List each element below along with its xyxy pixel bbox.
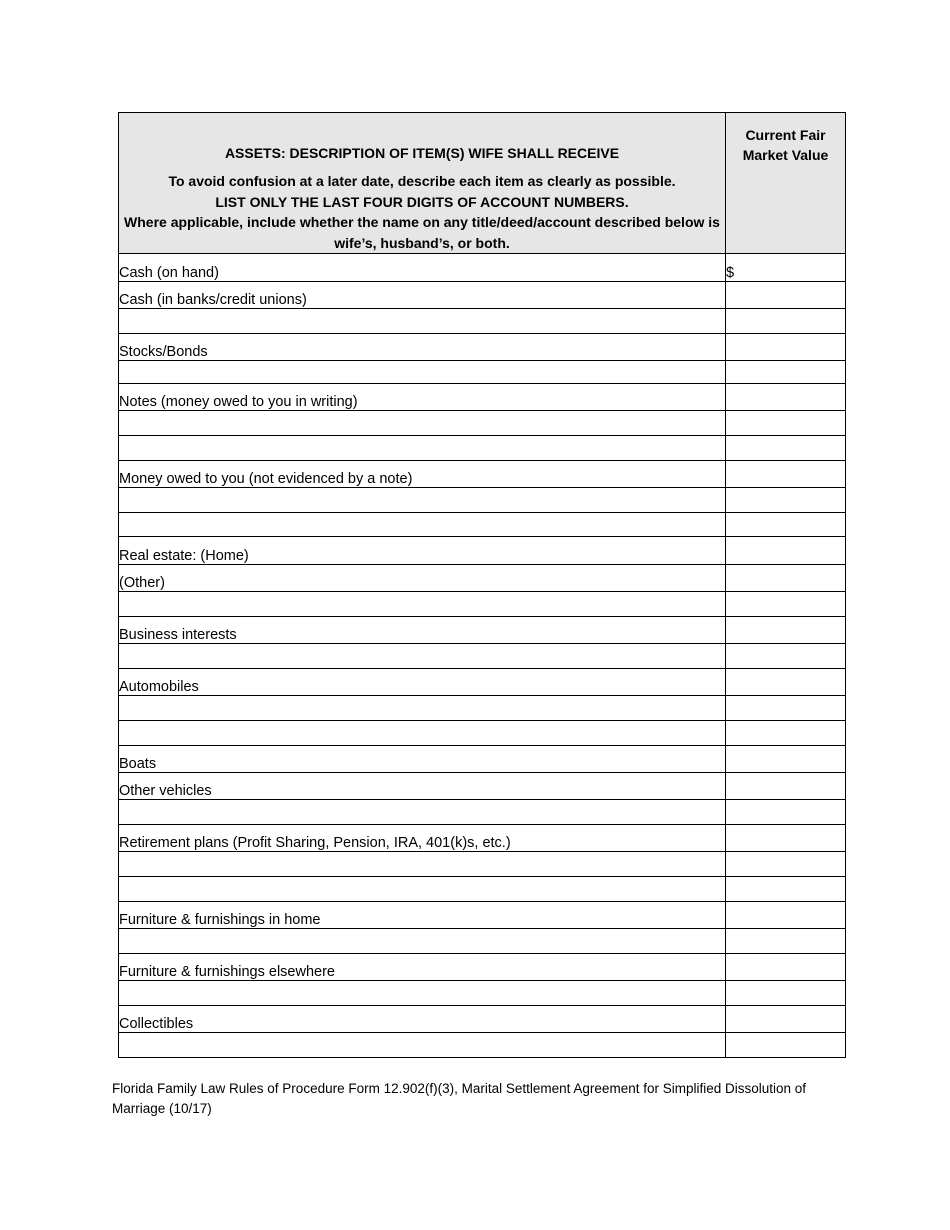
item-description[interactable]: Money owed to you (not evidenced by a note): [119, 461, 726, 488]
item-description[interactable]: [119, 1033, 726, 1058]
table-row: [119, 800, 846, 825]
table-row: [119, 617, 846, 644]
item-description[interactable]: [119, 644, 726, 669]
item-description[interactable]: [119, 436, 726, 461]
item-description[interactable]: Retirement plans (Profit Sharing, Pension, IRA, 401(k)s, etc.): [119, 825, 726, 852]
header-row: [119, 113, 846, 254]
item-description[interactable]: [119, 721, 726, 746]
item-description[interactable]: Furniture & furnishings elsewhere: [119, 954, 726, 981]
table-row: [119, 592, 846, 617]
item-description[interactable]: Other vehicles: [119, 773, 726, 800]
item-value[interactable]: [726, 696, 846, 721]
item-description[interactable]: [119, 309, 726, 334]
item-value[interactable]: [726, 1033, 846, 1058]
item-description[interactable]: [119, 877, 726, 902]
assets-table: [118, 112, 846, 1058]
table-row: [119, 488, 846, 513]
item-description[interactable]: Furniture & furnishings in home: [119, 902, 726, 929]
item-value[interactable]: [726, 592, 846, 617]
item-value[interactable]: [726, 746, 846, 773]
table-row: [119, 361, 846, 384]
value-header-line: Current Fair: [745, 127, 826, 143]
item-value[interactable]: [726, 565, 846, 592]
item-description[interactable]: Cash (on hand): [119, 254, 726, 282]
item-description[interactable]: [119, 592, 726, 617]
item-description[interactable]: Boats: [119, 746, 726, 773]
item-value[interactable]: [726, 411, 846, 436]
item-description[interactable]: [119, 981, 726, 1006]
item-value[interactable]: [726, 773, 846, 800]
item-value[interactable]: [726, 644, 846, 669]
table-row: [119, 669, 846, 696]
item-description[interactable]: Notes (money owed to you in writing): [119, 384, 726, 411]
item-value[interactable]: [726, 282, 846, 309]
item-value[interactable]: [726, 669, 846, 696]
form-footer: Florida Family Law Rules of Procedure Form 12.902(f)(3), Marital Settlement Agreement for Simplified Dissolution of Marriage (10/17): [112, 1081, 807, 1116]
table-row: [119, 436, 846, 461]
item-value[interactable]: [726, 334, 846, 361]
table-row: [119, 852, 846, 877]
item-value[interactable]: [726, 617, 846, 644]
item-value[interactable]: [726, 800, 846, 825]
table-row: [119, 254, 846, 282]
table-row: [119, 537, 846, 565]
item-value[interactable]: [726, 825, 846, 852]
table-row: [119, 773, 846, 800]
item-description[interactable]: Collectibles: [119, 1006, 726, 1033]
table-row: [119, 1006, 846, 1033]
item-description[interactable]: [119, 800, 726, 825]
table-row: [119, 746, 846, 773]
table-row: [119, 877, 846, 902]
table-row: [119, 334, 846, 361]
item-value[interactable]: [726, 461, 846, 488]
value-header: [726, 113, 846, 254]
item-value[interactable]: [726, 537, 846, 565]
table-row: [119, 721, 846, 746]
table-row: [119, 954, 846, 981]
item-description[interactable]: Real estate: (Home): [119, 537, 726, 565]
item-description[interactable]: [119, 513, 726, 537]
table-row: [119, 644, 846, 669]
table-row: [119, 461, 846, 488]
item-description[interactable]: [119, 852, 726, 877]
item-value[interactable]: [726, 309, 846, 334]
table-row: [119, 696, 846, 721]
description-header: [119, 113, 726, 254]
instruction-line: Where applicable, include whether the name on any title/deed/account described below is wife’s, husband’s, or both.: [124, 214, 720, 251]
item-description[interactable]: Business interests: [119, 617, 726, 644]
item-description[interactable]: [119, 488, 726, 513]
table-row: [119, 513, 846, 537]
item-value[interactable]: [726, 384, 846, 411]
item-description[interactable]: [119, 411, 726, 436]
table-row: [119, 981, 846, 1006]
item-value[interactable]: [726, 488, 846, 513]
item-value[interactable]: [726, 1006, 846, 1033]
table-row: [119, 282, 846, 309]
item-value[interactable]: [726, 954, 846, 981]
item-description[interactable]: Automobiles: [119, 669, 726, 696]
table-row: [119, 411, 846, 436]
instruction-line: To avoid confusion at a later date, describe each item as clearly as possible.: [168, 173, 676, 189]
item-description[interactable]: Cash (in banks/credit unions): [119, 282, 726, 309]
value-header-line: Market Value: [742, 147, 829, 163]
item-description[interactable]: [119, 696, 726, 721]
item-value[interactable]: [726, 902, 846, 929]
table-row: [119, 309, 846, 334]
item-value[interactable]: [726, 877, 846, 902]
item-description[interactable]: [119, 929, 726, 954]
table-row: [119, 384, 846, 411]
item-value[interactable]: [726, 436, 846, 461]
table-row: [119, 929, 846, 954]
table-row: [119, 902, 846, 929]
item-value[interactable]: [726, 852, 846, 877]
table-row: [119, 1033, 846, 1058]
instructions: [119, 162, 725, 253]
item-description[interactable]: (Other): [119, 565, 726, 592]
item-description[interactable]: [119, 361, 726, 384]
assets-title: ASSETS: DESCRIPTION OF ITEM(S) WIFE SHALL RECEIVE: [224, 145, 620, 161]
item-value[interactable]: [726, 929, 846, 954]
item-value[interactable]: $: [726, 254, 846, 282]
item-value[interactable]: [726, 361, 846, 384]
table-row: [119, 825, 846, 852]
item-value[interactable]: [726, 981, 846, 1006]
table-row: [119, 565, 846, 592]
item-value[interactable]: [726, 513, 846, 537]
item-description[interactable]: Stocks/Bonds: [119, 334, 726, 361]
item-value[interactable]: [726, 721, 846, 746]
instruction-line: LIST ONLY THE LAST FOUR DIGITS OF ACCOUNT NUMBERS.: [215, 193, 629, 210]
